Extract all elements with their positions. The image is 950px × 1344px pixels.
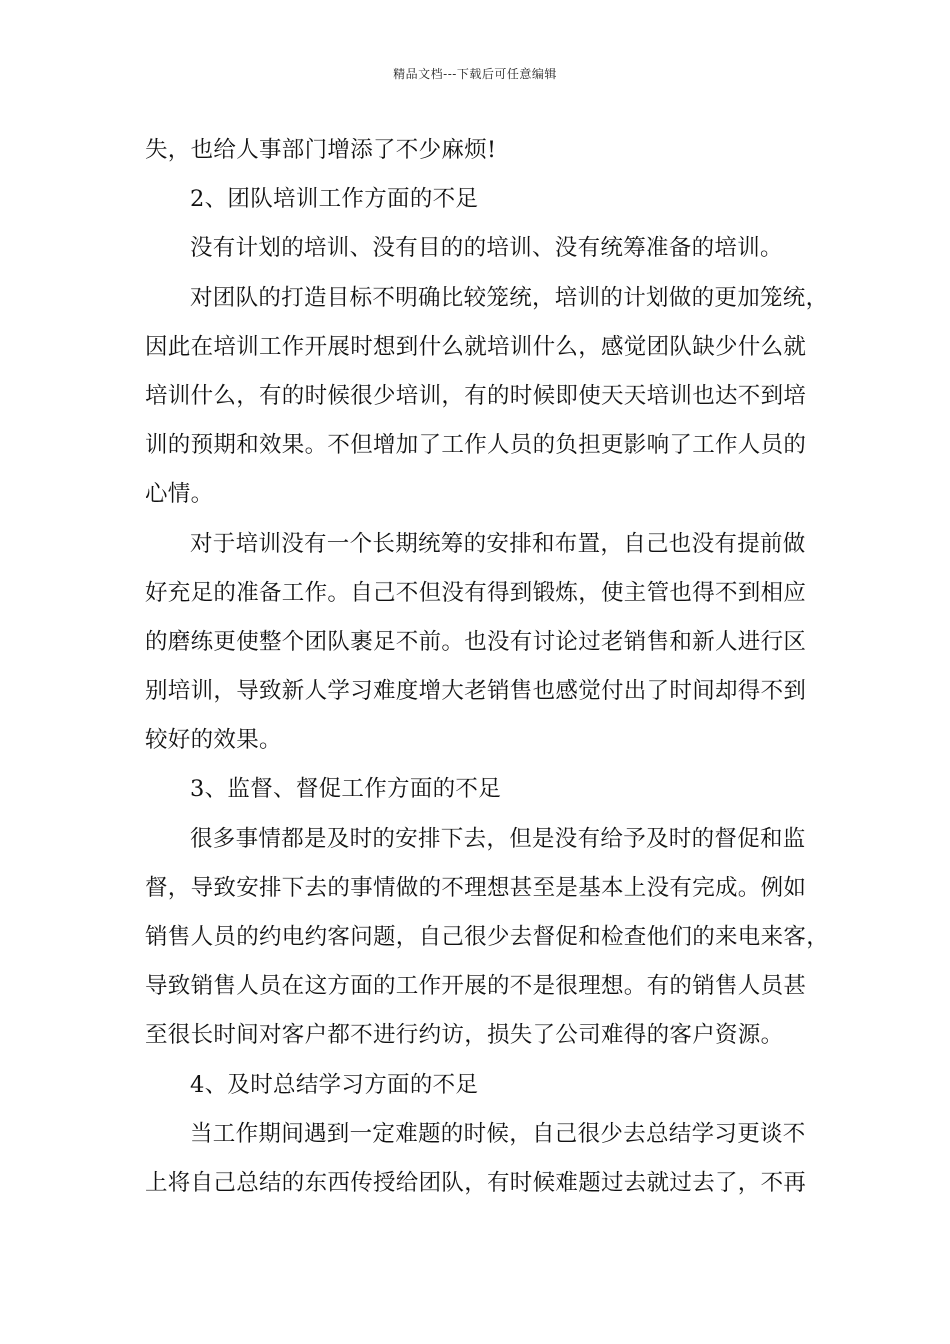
- body-line: 上将自己总结的东西传授给团队，有时候难题过去就过去了，不再: [145, 1169, 807, 1196]
- section-heading-team-training: 2、团队培训工作方面的不足: [190, 186, 479, 213]
- body-line: 导致销售人员在这方面的工作开展的不是很理想。有的销售人员甚: [145, 973, 807, 1000]
- section-heading-supervision: 3、监督、督促工作方面的不足: [190, 776, 502, 803]
- body-line: 较好的效果。: [145, 727, 282, 754]
- document-body: [145, 126, 830, 1208]
- body-line: 没有计划的培训、没有目的的培训、没有统筹准备的培训。: [190, 235, 783, 262]
- body-line: 的磨练更使整个团队裹足不前。也没有讨论过老销售和新人进行区: [145, 628, 807, 655]
- body-line: 失，也给人事部门增添了不少麻烦!: [145, 137, 497, 163]
- body-line: 因此在培训工作开展时想到什么就培训什么，感觉团队缺少什么就: [145, 333, 807, 360]
- body-line: 督，导致安排下去的事情做的不理想甚至是基本上没有完成。例如: [145, 874, 807, 901]
- body-line: 好充足的准备工作。自己不但没有得到锻炼，使主管也得不到相应: [145, 579, 807, 606]
- body-line: 至很长时间对客户都不进行约访，损失了公司难得的客户资源。: [145, 1022, 784, 1049]
- paragraph-start: 很多事情都是及时的安排下去，但是没有给予及时的督促和监: [190, 825, 806, 852]
- body-line: 心情。: [145, 481, 214, 508]
- body-line: 培训什么，有的时候很少培训，有的时候即使天天培训也达不到培: [145, 382, 807, 409]
- paragraph-start: 对于培训没有一个长期统筹的安排和布置，自己也没有提前做: [190, 530, 806, 557]
- paragraph-start: 对团队的打造目标不明确比较笼统，培训的计划做的更加笼统，: [190, 284, 829, 311]
- body-line: 训的预期和效果。不但增加了工作人员的负担更影响了工作人员的: [145, 432, 807, 459]
- body-line: 别培训，导致新人学习难度增大老销售也感觉付出了时间却得不到: [145, 678, 807, 705]
- paragraph-start: 当工作期间遇到一定难题的时候，自己很少去总结学习更谈不: [190, 1120, 806, 1147]
- page-header: 精品文档---下载后可任意编辑: [393, 67, 557, 81]
- body-line: 销售人员的约电约客问题，自己很少去督促和检查他们的来电来客，: [145, 924, 830, 950]
- section-heading-summary-learning: 4、及时总结学习方面的不足: [190, 1071, 479, 1098]
